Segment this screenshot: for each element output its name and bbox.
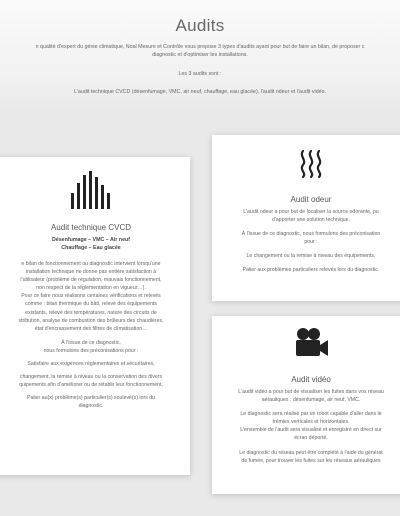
- card-title: Audit vidéo: [291, 375, 331, 384]
- card-text-line: À l'issue de ce diagnostic, nous formulons des préconisation: [241, 231, 381, 238]
- card-text-line: Le changement ou la remise à niveau des équipements,: [246, 253, 376, 260]
- card-text-line: À l'issue de ce diagnostic,: [61, 339, 121, 346]
- card-body: [212, 388, 400, 465]
- intro-audits-list: L'audit technique CVCD (désenfumage, VMC, air neuf, chauffage, eau glacée), l'audit odeur et l'audit vidéo.: [73, 89, 327, 95]
- card-text-line: écran déporté.: [294, 435, 328, 442]
- card-body: [212, 208, 400, 275]
- hero-section: [0, 0, 400, 112]
- card-text-line: Le diagnostic sera réalisé par un robot capable d'aller dans le: [240, 411, 382, 418]
- card-text-line: état d'encrassement des filtres de climatisation…: [34, 325, 148, 332]
- card-text-line: L'audit odeur a pour but de localiser la source odorante, pu: [243, 209, 379, 215]
- card-text-line: Palier aux problèmes particuliers relevés lors du diagnostic.: [242, 267, 380, 274]
- card-audit-odeur: [212, 135, 400, 301]
- card-text-line: pour :: [304, 239, 318, 246]
- card-text-line: nous formulons des préconisations pour :: [43, 347, 139, 354]
- card-subtitle: Désenfumage – VMC – Air neuf: [51, 237, 131, 243]
- card-text-line: installation technique ne donne pas entière satisfaction à: [25, 269, 157, 276]
- card-audit-video: [212, 316, 400, 494]
- page-title: Audits: [175, 16, 225, 35]
- card-text-line: Le diagnostic du réseau peut être complété à l'aide du générat: [239, 449, 383, 456]
- card-text-line: l'utilisateur (problème de régulation, mauvais fonctionnement,: [20, 277, 162, 284]
- card-text-line: L'audit vidéo a pour but de visualiser les fuites dans vos réseau: [238, 389, 384, 395]
- card-body: [0, 260, 190, 411]
- intro-text-line: diagnostic et d'optimiser les installations.: [152, 52, 248, 58]
- card-text-line: diagnostic.: [78, 403, 104, 410]
- card-text-line: non respect de la réglementation en vigueur…).: [36, 285, 146, 292]
- card-text-line: trémies verticales et horizontales.: [272, 419, 350, 426]
- card-text-line: aérauliques : désenfumage, air neuf, VMC.: [261, 397, 361, 404]
- card-title: Audit odeur: [290, 195, 332, 204]
- card-text-line: Pour ce faire nous réalisons certaines vérifications et relevés: [21, 293, 161, 300]
- card-subtitle: Chauffage – Eau glacée: [61, 245, 121, 251]
- card-text-line: d'apporter une solution technique.: [272, 217, 350, 224]
- video-camera-icon: [212, 325, 400, 361]
- card-text-line: quipements afin d'améliorer ou de rétablir leur fonctionnement,: [19, 382, 163, 389]
- card-text-line: Palier au(x) problème(s) particulier(s) soulevé(s) lors du: [27, 395, 155, 402]
- card-text-line: L'ensemble de l'audit sera visualisé et enregistré en direct sur: [240, 427, 382, 434]
- intro-text-line: n qualité d'expert du génie climatique, Noal Mesure et Contrôle vous propose 3 types d'audits ayant pour but de faire un bilan, de proposer c: [35, 44, 365, 50]
- card-text-line: Satisfaire aux exigences réglementaires et sécuritaires,: [27, 361, 155, 368]
- card-audit-cvcd: [0, 157, 190, 475]
- card-text-line: stribution, analyse de combustion des brûleurs des chaudières,: [18, 317, 164, 324]
- odor-waves-icon: [212, 149, 400, 179]
- card-text-line: de fumée, pour trouver les fuites sur les réseaux aérauliques: [241, 457, 381, 464]
- card-title: Audit technique CVCD: [50, 223, 132, 232]
- intro-audits-heading: Les 3 audits sont :: [178, 71, 222, 77]
- sound-bars-icon: [0, 171, 190, 209]
- card-text-line: comme : bilan thermique du bâti, relevé des équipements: [25, 301, 157, 308]
- card-text-line: e bilan de fonctionnement ou diagnostic intervient lorsqu'une: [21, 261, 161, 267]
- card-text-line: existants, relevé des températures, nature des circuits de: [25, 309, 157, 316]
- card-text-line: changement, la remise à niveau ou la conservation des divers: [19, 374, 163, 381]
